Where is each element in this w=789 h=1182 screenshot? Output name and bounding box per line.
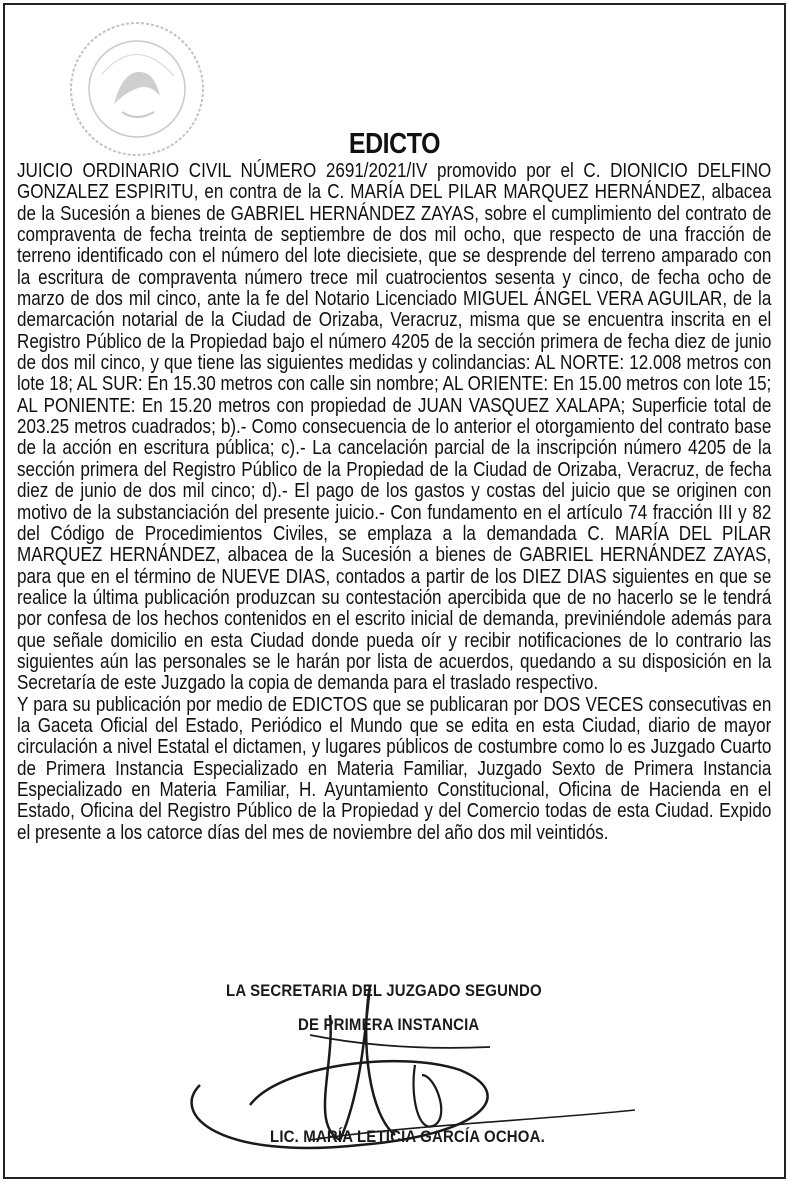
signature-title-line1: LA SECRETARIA DEL JUZGADO SEGUNDO bbox=[226, 981, 542, 1000]
signatory-name: LIC. MARÍA LETICIA GARCÍA OCHOA. bbox=[270, 1127, 545, 1146]
document-body bbox=[17, 160, 771, 843]
signature-title-line2: DE PRIMERA INSTANCIA bbox=[298, 1015, 480, 1034]
body-paragraph-2: Y para su publicación por medio de EDICTOS que se publicaran por DOS VECES consecutivas en la Gaceta Oficial del Estado, Periódico el Mundo que se edita en esta Ciudad, diario de mayor circulación a nivel Estatal el dictamen, y lugares públicos de costumbre como lo es Juzgado Cuarto de Primera Instancia Especializado en Materia Familiar, Juzgado Sexto de Primera Instancia Especializado en Materia Familiar, H. Ayuntamiento Constitucional, Oficina de Hacienda en el Estado, Oficina del Registro Público de la Propiedad y del Comercio todas de esta Ciudad. Expido el presente a los catorce días del mes de noviembre del año dos mil veintidós. bbox=[17, 692, 772, 844]
body-paragraph-1: JUICIO ORDINARIO CIVIL NÚMERO 2691/2021/IV promovido por el C. DIONICIO DELFINO GONZALEZ ESPIRITU, en contra de la C. MARÍA DEL PILAR MARQUEZ HERNÁNDEZ, albacea de la Sucesión a bienes de GABRIEL HERNÁNDEZ ZAYAS, sobre el cumplimiento del contrato de compraventa de fecha treinta de septiembre de dos mil ocho, que respecto de una fracción de terreno identificado con el número del lote diecisiete, que se desprende del terreno amparado con la escritura de compraventa número trece mil cuatrocientos sesenta y cinco, de fecha ocho de marzo de dos mil cinco, ante la fe del Notario Licenciado MIGUEL ÁNGEL VERA AGUILAR, de la demarcación notarial de la Ciudad de Orizaba, Veracruz, misma que se encuentra inscrita en el Registro Público de la Propiedad bajo el número 4205 de la sección primera de fecha diez de junio de dos mil cinco, y que tiene las siguientes medidas y colindancias: AL NORTE: 12.008 metros con lote 18; AL SUR: En 15.30 metros con calle sin nombre; AL ORIENTE: En 15.00 metros con lote 15; AL PONIENTE: En 15.20 metros con propiedad de JUAN VASQUEZ XALAPA; Superficie total de 203.25 metros cuadrados; b).- Como consecuencia de lo anterior el otorgamiento del contrato base de la acción en escritura pública; c).- La cancelación parcial de la inscripción número 4205 de la sección primera del Registro Público de la Propiedad de la Ciudad de Orizaba, Veracruz, de fecha diez de junio de dos mil cinco; d).- El pago de los gastos y costas del juicio que se originen con motivo de la substanciación del presente juicio.- Con fundamento en el artículo 74 fracción III y 82 del Código de Procedimientos Civiles, se emplaza a la demandada C. MARÍA DEL PILAR MARQUEZ HERNÁNDEZ, albacea de la Sucesión a bienes de GABRIEL HERNÁNDEZ ZAYAS, para que en el término de NUEVE DIAS, contados a partir de los DIEZ DIAS siguientes en que se realice la última publicación produzcan su contestación apercibida que de no hacerlo se le tendrá por confesa de los hechos contenidos en el escrito inicial de demanda, previniéndole además para que señale domicilio en esta Ciudad donde pueda oír y recibir notificaciones de lo contrario las siguientes aún las personales se le harán por lista de acuerdos, quedando a su disposición en la Secretaría de este Juzgado la copia de demanda para el traslado respectivo. bbox=[17, 159, 772, 695]
signature-block bbox=[0, 975, 789, 1175]
document-title: EDICTO bbox=[348, 128, 441, 160]
